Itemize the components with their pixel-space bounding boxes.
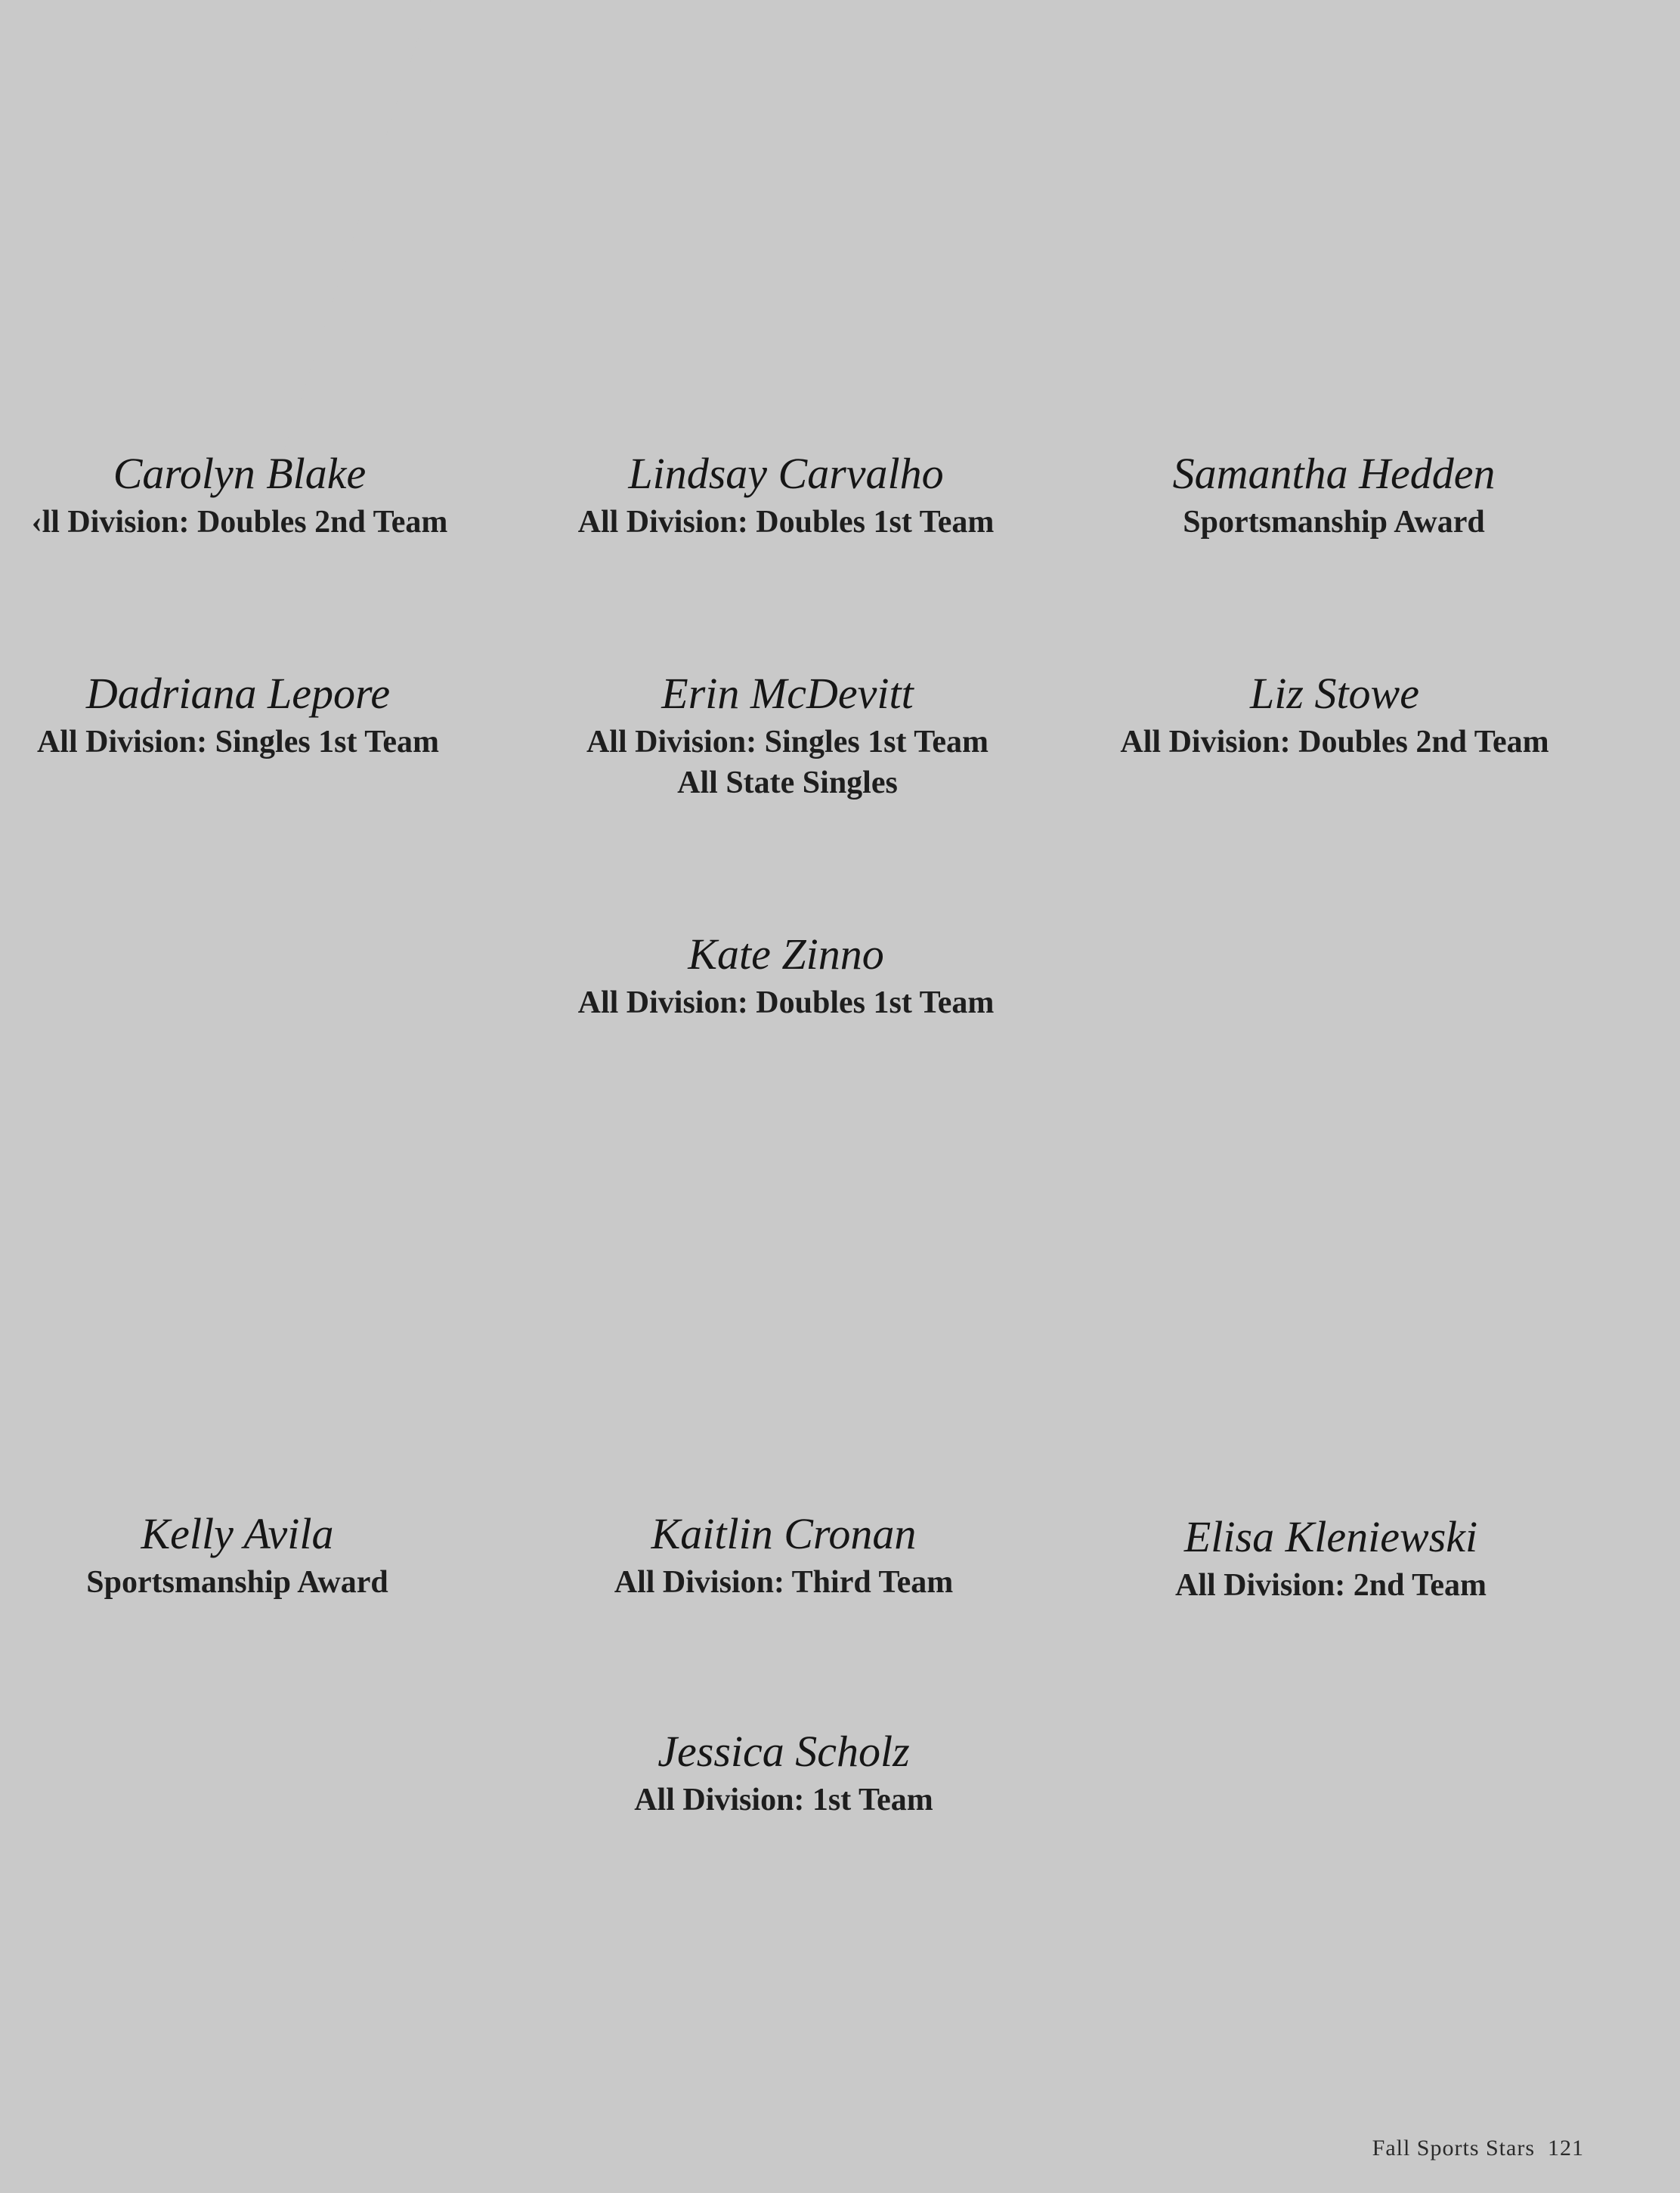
- soccer-player-card: [0, 1509, 509, 1603]
- tennis-player-card: [1062, 449, 1606, 543]
- player-award: Sportsmanship Award: [86, 1565, 388, 1600]
- player-name: Lindsay Carvalho: [628, 449, 944, 498]
- tennis-player-card: [1063, 669, 1607, 762]
- player-award: All Division: Doubles 2nd Team: [1120, 725, 1549, 759]
- player-award: All Division: Doubles 1st Team: [577, 505, 995, 540]
- player-name: Liz Stowe: [1250, 669, 1419, 718]
- page-number: 121: [1548, 2136, 1584, 2161]
- player-name: Erin McDevitt: [661, 669, 914, 718]
- player-name: Kate Zinno: [688, 929, 884, 979]
- tennis-player-card: [514, 449, 1058, 543]
- page-title: Bengals' Best: [548, 32, 1069, 140]
- player-award: All Division: 2nd Team: [1175, 1568, 1487, 1603]
- tennis-player-card: [515, 669, 1060, 803]
- page-footer: [1372, 2136, 1584, 2161]
- tennis-heading: Tennis Team Stars: [636, 238, 983, 290]
- player-award: All State Singles: [677, 766, 898, 800]
- player-award: All Division: Third Team: [614, 1565, 954, 1600]
- player-award: Sportsmanship Award: [1183, 505, 1485, 540]
- player-name: Jessica Scholz: [657, 1727, 910, 1776]
- player-name: Kaitlin Cronan: [651, 1509, 917, 1558]
- soccer-heading: Soccer Team Stars: [633, 1291, 986, 1343]
- player-award: ‹ll Division: Doubles 2nd Team: [31, 505, 448, 540]
- player-name: Dadriana Lepore: [85, 669, 391, 718]
- player-name: Samantha Hedden: [1172, 449, 1496, 498]
- player-name: Carolyn Blake: [113, 449, 367, 498]
- tennis-player-card: [0, 669, 510, 762]
- player-name: Elisa Kleniewski: [1183, 1512, 1478, 1561]
- soccer-player-card: [1059, 1512, 1603, 1606]
- player-name: Kelly Avila: [141, 1509, 334, 1558]
- player-award: All Division: Doubles 1st Team: [577, 985, 995, 1020]
- player-award: All Division: Singles 1st Team: [36, 725, 440, 759]
- tennis-player-card: [0, 449, 512, 543]
- soccer-player-card: [512, 1509, 1056, 1603]
- soccer-player-card: [512, 1727, 1056, 1820]
- footer-section-label: Fall Sports Stars: [1372, 2136, 1535, 2161]
- player-award: All Division: Singles 1st Team: [586, 725, 989, 759]
- tennis-player-card: [514, 929, 1058, 1023]
- player-award: All Division: 1st Team: [634, 1783, 933, 1817]
